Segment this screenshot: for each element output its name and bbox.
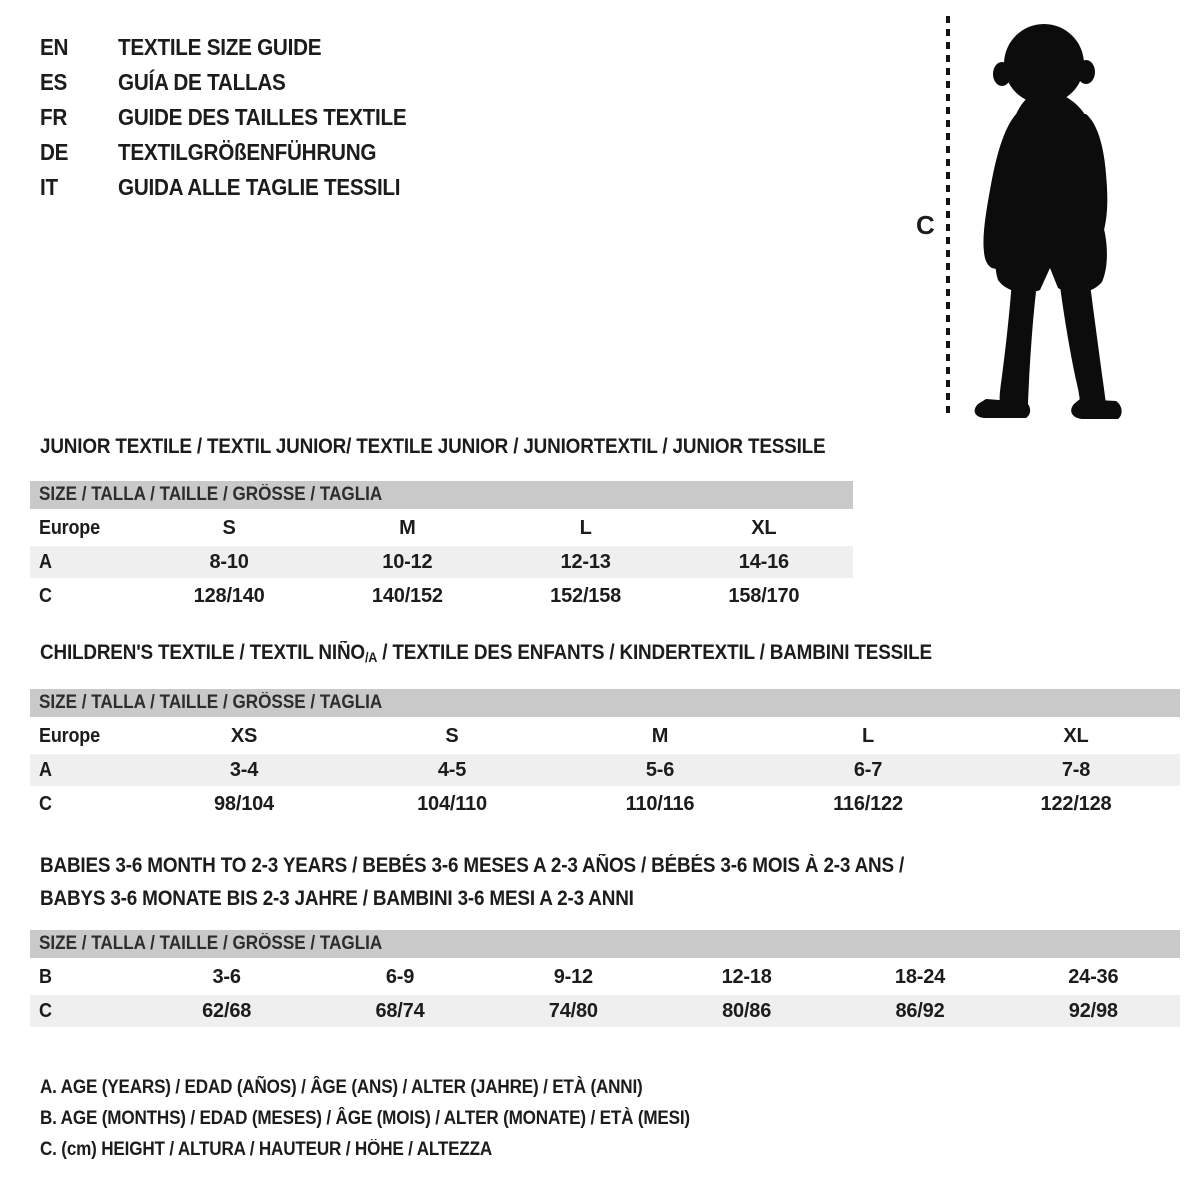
size-value: 86/92: [895, 1000, 945, 1022]
children-title-prefix: CHILDREN'S TEXTILE / TEXTIL NIÑO: [40, 641, 365, 664]
size-value: 128/140: [193, 585, 265, 607]
language-row-en: [40, 30, 439, 65]
legend-line-c: [40, 1134, 762, 1165]
language-code-text: ES: [40, 69, 68, 95]
size-value: 92/98: [1068, 1000, 1118, 1022]
size-value: 80/86: [722, 1000, 772, 1022]
size-value: 152/158: [550, 585, 622, 607]
size-value: 24-36: [1068, 966, 1119, 988]
row-label: [30, 754, 140, 786]
size-value: 3-6: [212, 966, 241, 988]
language-code: [40, 34, 118, 61]
table-row-age-months: [30, 961, 1180, 993]
children-title-suffix: / TEXTILE DES ENFANTS / KINDERTEXTIL / BAMBINI TESSILE: [377, 641, 932, 664]
children-title-subscript: /A: [364, 649, 378, 665]
children-section-title: [40, 641, 1031, 665]
height-measure-dashed-line: [946, 16, 950, 416]
legend-line-b-text: B. AGE (MONTHS) / EDAD (MESES) / ÂGE (MOIS) / ALTER (MONATE) / ETÀ (MESI): [40, 1108, 690, 1129]
size-value: L: [861, 725, 875, 747]
language-code: [40, 104, 118, 131]
children-size-table: [30, 689, 1180, 822]
legend-line-c-text: C. (cm) HEIGHT / ALTURA / HAUTEUR / HÖHE / ALTEZZA: [40, 1139, 493, 1160]
table-row-europe: [30, 720, 1180, 752]
size-value: XL: [751, 517, 777, 539]
measure-label-c: C: [916, 210, 935, 240]
language-title-text: GUÍA DE TALLAS: [118, 69, 286, 95]
table-row-age: [30, 546, 853, 578]
size-value: 68/74: [375, 1000, 425, 1022]
size-value: 98/104: [214, 793, 274, 815]
language-row-it: [40, 170, 439, 205]
size-value: S: [445, 725, 459, 747]
language-title-list: [40, 30, 439, 205]
toddler-silhouette-icon: [960, 14, 1140, 422]
size-value: XS: [230, 725, 258, 747]
row-label-text: C: [39, 585, 52, 607]
language-title: [118, 104, 439, 131]
language-title-text: GUIDE DES TAILLES TEXTILE: [118, 104, 407, 130]
size-value: 18-24: [894, 966, 946, 988]
size-value: 12-18: [721, 966, 772, 988]
language-code-text: DE: [40, 139, 69, 165]
language-title-text: TEXTILGRÖßENFÜHRUNG: [118, 139, 377, 165]
measurement-legend: [40, 1072, 762, 1165]
babies-title-line2: BABYS 3-6 MONATE BIS 2-3 JAHRE / BAMBINI 3-6 MESI A 2-3 ANNI: [40, 887, 634, 910]
size-header-bar: [30, 689, 1180, 717]
language-title: [118, 174, 432, 201]
size-value: 8-10: [209, 551, 249, 573]
table-row-height: [30, 788, 1180, 820]
language-code-text: FR: [40, 104, 68, 130]
row-label: [30, 580, 140, 612]
size-header-bar: [30, 481, 853, 509]
row-label: [30, 788, 140, 820]
babies-section-title: [40, 849, 1000, 915]
language-row-fr: [40, 100, 439, 135]
size-value: 104/110: [417, 793, 487, 815]
size-value: 6-9: [385, 966, 415, 988]
table-row-height: [30, 995, 1180, 1027]
language-row-de: [40, 135, 439, 170]
table-row-europe: [30, 512, 853, 544]
toddler-silhouette-shape: [975, 24, 1122, 419]
language-title: [118, 69, 304, 96]
row-label-text: A: [39, 759, 52, 781]
language-code-text: IT: [40, 174, 58, 200]
language-title: [118, 34, 344, 61]
legend-line-a: [40, 1072, 762, 1103]
legend-line-b: [40, 1103, 762, 1134]
size-value: 10-12: [382, 551, 433, 573]
size-value: 14-16: [738, 551, 789, 573]
size-value: 4-5: [437, 759, 467, 781]
language-code: [40, 174, 118, 201]
language-title: [118, 139, 405, 166]
babies-size-table: [30, 930, 1180, 1029]
size-value: 110/116: [625, 793, 695, 815]
legend-line-a-text: A. AGE (YEARS) / EDAD (AÑOS) / ÂGE (ANS) / ALTER (JAHRE) / ETÀ (ANNI): [40, 1077, 643, 1098]
size-value: 6-7: [853, 759, 883, 781]
size-value: 12-13: [560, 551, 611, 573]
size-value: M: [399, 517, 416, 539]
size-header-bar: [30, 930, 1180, 958]
language-row-es: [40, 65, 439, 100]
language-title-text: GUIDA ALLE TAGLIE TESSILI: [118, 174, 401, 200]
size-value: 140/152: [371, 585, 443, 607]
children-section-title-text: [40, 641, 932, 665]
row-label-text: C: [39, 1000, 52, 1022]
junior-size-table: [30, 481, 853, 614]
language-code-text: EN: [40, 34, 69, 60]
size-value: 3-4: [229, 759, 259, 781]
row-label: [30, 961, 140, 993]
size-value: L: [579, 517, 592, 539]
babies-title-line1: BABIES 3-6 MONTH TO 2-3 YEARS / BEBÉS 3-6 MESES A 2-3 AÑOS / BÉBÉS 3-6 MOIS À 2-3 ANS /: [40, 854, 905, 877]
language-title-text: TEXTILE SIZE GUIDE: [118, 34, 322, 60]
size-value: 116/122: [833, 793, 903, 815]
row-label: [30, 995, 140, 1027]
row-label-text: Europe: [39, 725, 100, 747]
row-label: [30, 720, 140, 752]
size-value: 122/128: [1040, 793, 1112, 815]
table-row-age: [30, 754, 1180, 786]
size-value: XL: [1063, 725, 1089, 747]
row-label-text: B: [39, 966, 52, 988]
language-code: [40, 69, 118, 96]
size-value: 9-12: [553, 966, 593, 988]
language-code: [40, 139, 118, 166]
row-label-text: C: [39, 793, 52, 815]
table-row-height: [30, 580, 853, 612]
row-label: [30, 546, 140, 578]
junior-section-title-text: JUNIOR TEXTILE / TEXTIL JUNIOR/ TEXTILE JUNIOR / JUNIORTEXTIL / JUNIOR TESSILE: [40, 435, 826, 458]
size-header-label: SIZE / TALLA / TAILLE / GRÖSSE / TAGLIA: [39, 933, 383, 954]
size-value: 7-8: [1061, 759, 1091, 781]
size-value: 62/68: [202, 1000, 252, 1022]
row-label-text: Europe: [39, 517, 100, 539]
row-label-text: A: [39, 551, 52, 573]
size-value: 5-6: [645, 759, 675, 781]
row-label: [30, 512, 140, 544]
size-value: S: [222, 517, 236, 539]
junior-section-title: [40, 435, 913, 459]
size-value: 158/170: [728, 585, 800, 607]
size-header-label: SIZE / TALLA / TAILLE / GRÖSSE / TAGLIA: [39, 484, 383, 505]
size-header-label: SIZE / TALLA / TAILLE / GRÖSSE / TAGLIA: [39, 692, 383, 713]
size-value: 74/80: [548, 1000, 598, 1022]
size-value: M: [651, 725, 669, 747]
